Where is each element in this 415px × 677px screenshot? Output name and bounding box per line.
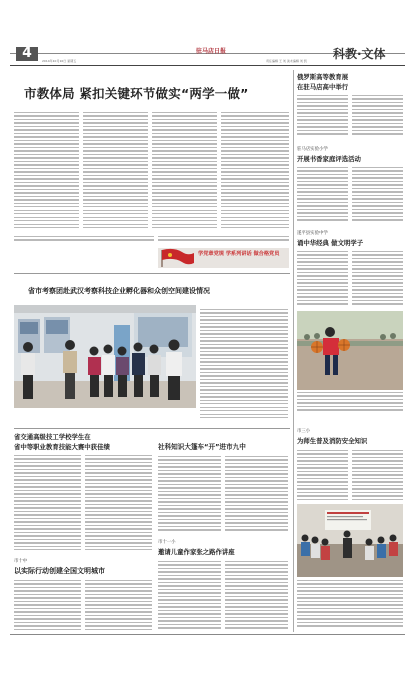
russia-headline-1: 俄罗斯高等教育展 <box>297 73 349 81</box>
lead-bottom-rule <box>14 273 290 274</box>
skills-body-col-2 <box>85 455 152 553</box>
delegation-photo <box>14 305 196 408</box>
civilized-headline: 以实际行动创建全国文明城市 <box>14 567 105 575</box>
author-body-col-1 <box>158 561 221 631</box>
lead-body-col-4 <box>221 112 289 232</box>
lead-body-col-2 <box>83 112 148 232</box>
skills-headline-1: 省交通高级技工学校学生在 <box>14 433 91 441</box>
reading-body-col-1 <box>297 167 348 227</box>
author-kicker: 市十一小 <box>158 540 176 545</box>
lead-body-col-5 <box>158 236 289 246</box>
civilized-body-col-2 <box>85 580 152 632</box>
author-headline: 邀请儿童作家张之路作讲座 <box>158 548 235 556</box>
classics-kicker: 遂平县实验中学 <box>297 231 328 236</box>
date-line: 2014年10月10日 星期五 <box>42 59 77 63</box>
party-banner <box>158 248 289 268</box>
page-number: 4 <box>22 45 32 61</box>
russia-headline-2: 在驻马店高中举行 <box>297 83 349 91</box>
safety-kicker: 市三小 <box>297 429 311 434</box>
skills-headline-2: 省中等职业教育技能大赛中获佳绩 <box>14 443 110 451</box>
lead-headline: 市教体局 紧扣关键环节做实“两学一做” <box>24 86 249 101</box>
safety-body-col-2 <box>352 450 403 502</box>
science-body-col-2 <box>225 456 288 534</box>
reading-kicker: 驻马店实验小学 <box>297 147 328 152</box>
photo-story-bottom-rule <box>14 428 290 429</box>
banner-slogan: 学党章党规 学系列讲话 做合格党员 <box>198 251 280 257</box>
science-body-col-1 <box>158 456 221 534</box>
section-title: 科教·文体 <box>333 47 386 61</box>
masthead-bottom-line <box>10 65 405 66</box>
lead-body-col-left-tail <box>14 236 154 246</box>
safety-body-col-1 <box>297 450 348 502</box>
basketball-photo <box>297 311 403 390</box>
reading-headline: 开展书香家庭评选活动 <box>297 155 361 163</box>
author-body-col-2 <box>225 561 288 631</box>
photo-story-headline: 省市考察团赴武汉考察科技企业孵化器和众创空间建设情况 <box>28 287 210 295</box>
classroom-photo <box>297 504 403 577</box>
page-bottom-rule <box>10 634 405 635</box>
russia-body-col-2 <box>352 95 403 139</box>
lead-body-col-3 <box>152 112 217 232</box>
civilized-body-col-1 <box>14 580 81 632</box>
russia-body-col-1 <box>297 95 348 139</box>
newspaper-logo: 驻马店日报 <box>195 48 226 55</box>
science-headline: 社科知识大篷车“开”进市九中 <box>158 443 246 451</box>
classics-body-col-2 <box>352 251 403 309</box>
skills-body-col-1 <box>14 455 81 553</box>
photo-story-body <box>200 309 288 423</box>
column-divider <box>293 70 294 632</box>
editor-line: 责任编辑 王 刘 美术编辑 刘 凯 <box>266 59 307 63</box>
civilized-kicker: 市十中 <box>14 559 28 564</box>
safety-headline: 为师生普及消防安全知识 <box>297 437 368 445</box>
reading-body-col-2 <box>352 167 403 227</box>
classics-body-col-1 <box>297 251 348 309</box>
party-flag-icon <box>158 248 196 268</box>
lead-body-col-1 <box>14 112 79 232</box>
safety-caption <box>297 580 403 630</box>
classics-caption <box>297 392 403 414</box>
classics-headline: 诵中华经典 做文明学子 <box>297 239 364 247</box>
